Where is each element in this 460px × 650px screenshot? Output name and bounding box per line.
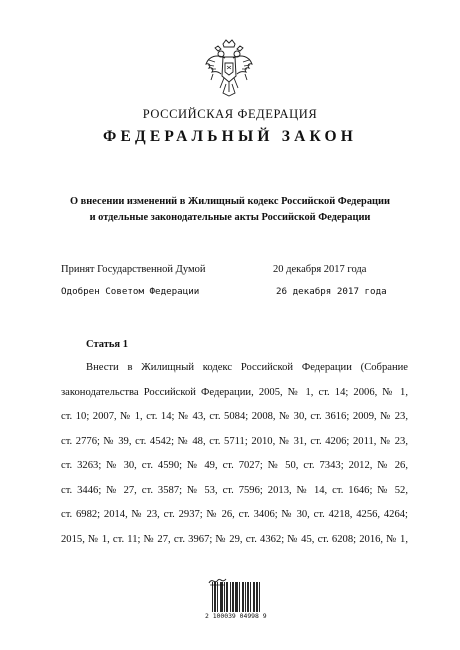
law-title [0,194,460,226]
barcode [205,582,267,628]
barcode-icon [212,582,260,612]
article-heading: Статья 1 [86,339,128,350]
council-approval-date: 26 декабря 2017 года [276,286,387,297]
law-title-line-1: О внесении изменений в Жилищный кодекс Российской Федерации [69,196,390,207]
law-title-line-2: и отдельные законодательные акты Российской Федерации [89,212,371,223]
article-line: ст. 3446; № 27, ст. 3587; № 53, ст. 7596; 2013, № 14, ст. 1646; № 52, [61,484,408,496]
article-line: ст. 2776; № 39, ст. 4542; № 48, ст. 5711; 2010, № 31, ст. 4206; 2011, № 23, [61,435,408,447]
article-line: 2015, № 1, ст. 11; № 27, ст. 3967; № 29, ст. 4362; № 45, ст. 6208; 2016, № 1, [61,533,408,545]
country-heading: РОССИЙСКАЯ ФЕДЕРАЦИЯ [142,107,318,121]
article-line: законодательства Российской Федерации, 2005, № 1, ст. 14; 2006, № 1, [61,386,408,398]
law-type-heading: ФЕДЕРАЛЬНЫЙ ЗАКОН [102,128,358,145]
article-line: ст. 6982; 2014, № 23, ст. 2937; № 26, ст. 3406; № 30, ст. 4218, 4256, 4264; [61,509,408,520]
article-line: Внести в Жилищный кодекс Российской Федерации (Собрание [86,362,408,373]
duma-adoption-label: Принят Государственной Думой [61,264,206,275]
council-approval-label: Одобрен Советом Федерации [61,286,200,297]
article-line: ст. 10; 2007, № 1, ст. 14; № 43, ст. 5084; 2008, № 30, ст. 3616; 2009, № 23, [61,411,408,422]
article-line: ст. 3263; № 30, ст. 4590; № 49, ст. 7027; № 50, ст. 7343; 2012, № 26, [61,460,408,471]
duma-adoption-date: 20 декабря 2017 года [273,264,367,275]
barcode-number: 2 100039 04998 9 [205,612,267,620]
russian-coat-of-arms-icon [203,38,255,100]
